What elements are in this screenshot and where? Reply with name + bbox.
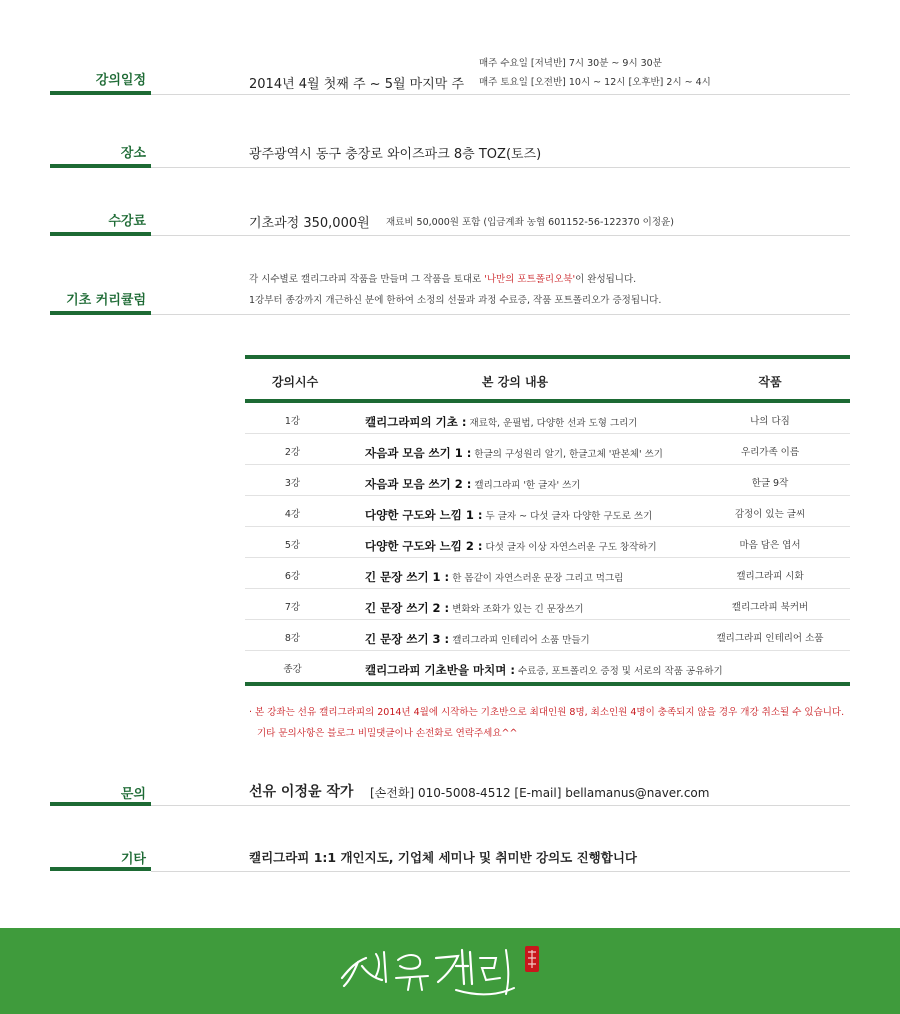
schedule-period: 2014년 4월 첫째 주 ~ 5월 마지막 주 <box>249 77 465 92</box>
contact-label: 문의 <box>120 787 146 802</box>
row-title: 캘리그라피 기초반을 마치며 : <box>365 663 515 677</box>
row-title: 다양한 구도와 느낌 2 : <box>365 539 483 553</box>
row-session: 1강 <box>284 416 301 427</box>
etc-label: 기타 <box>120 852 146 867</box>
header-work: 작품 <box>758 375 782 389</box>
etc-bar <box>50 867 151 871</box>
table-row <box>245 589 850 620</box>
row-work: 캘리그라피 시화 <box>736 571 804 582</box>
contact-bar <box>50 802 151 806</box>
row-desc: 두 글자 ~ 다섯 글자 다양한 구도로 쓰기 <box>482 511 653 522</box>
row-desc: 변화와 조화가 있는 긴 문장쓰기 <box>449 604 584 615</box>
row-title: 다양한 구도와 느낌 1 : <box>365 508 483 522</box>
row-work: 캘리그라피 인테리어 소품 <box>716 633 824 644</box>
row-work: 마음 담은 엽서 <box>739 540 801 551</box>
schedule-saturday: 매주 토요일 [오전반] 10시 ~ 12시 [오후반] 2시 ~ 4시 <box>479 77 711 88</box>
curriculum-line1 <box>249 271 636 285</box>
curriculum-table <box>245 355 850 686</box>
place-address: 광주광역시 동구 충장로 와이즈파크 8층 TOZ(토즈) <box>249 147 542 162</box>
fee-label: 수강료 <box>108 214 146 229</box>
header-session: 강의시수 <box>271 375 319 389</box>
row-desc: 수료증, 포트폴리오 증정 및 서로의 작품 공유하기 <box>514 666 723 677</box>
fee-detail: 재료비 50,000원 포함 (입금계좌 농협 601152-56-122370 이정윤) <box>386 217 674 228</box>
etc-divider <box>151 871 850 872</box>
row-work: 나의 다짐 <box>750 416 790 427</box>
portfolio-book-highlight: '나만의 포트폴리오북' <box>484 274 576 285</box>
table-row <box>245 558 850 589</box>
row-content <box>365 473 580 492</box>
row-title: 자음과 모음 쓰기 1 : <box>365 446 472 460</box>
row-session: 5강 <box>284 540 301 551</box>
row-title: 긴 문장 쓰기 2 : <box>365 601 450 615</box>
row-content <box>365 628 590 647</box>
fee-bar <box>50 232 151 236</box>
curriculum-label: 기초 커리큘럼 <box>66 293 146 308</box>
row-session: 7강 <box>284 602 301 613</box>
notice-line1: · 본 강좌는 선유 캘리그라피의 2014년 4월에 시작하는 기초반으로 최대인원 8명, 최소인원 4명이 충족되지 않을 경우 개강 취소될 수 있습니다. <box>249 707 845 718</box>
row-session: 2강 <box>284 447 301 458</box>
contact-phone-email: [손전화] 010-5008-4512 [E-mail] bellamanus@naver.com <box>370 786 710 800</box>
row-content <box>365 535 657 554</box>
place-label: 장소 <box>120 146 146 161</box>
row-session: 8강 <box>284 633 301 644</box>
schedule-divider <box>151 94 850 95</box>
fee-main: 기초과정 350,000원 <box>249 216 370 231</box>
row-work: 한글 9작 <box>751 478 789 489</box>
row-title: 긴 문장 쓰기 3 : <box>365 632 450 646</box>
row-session: 4강 <box>284 509 301 520</box>
row-content <box>365 597 584 616</box>
table-row <box>245 496 850 527</box>
table-row <box>245 651 850 682</box>
row-desc: 캘리그라피 인테리어 소품 만들기 <box>449 635 590 646</box>
contact-name: 선유 이정윤 작가 <box>249 784 354 800</box>
place-divider <box>151 167 850 168</box>
curriculum-line2: 1강부터 종강까지 개근하신 분에 한하여 소정의 선물과 과정 수료증, 작품 포트폴리오가 증정됩니다. <box>249 295 662 306</box>
header-content: 본 강의 내용 <box>481 375 549 389</box>
curriculum-line1-pre: 각 시수별로 캘리그라피 작품을 만들며 그 작품을 토대로 <box>249 274 485 285</box>
table-row <box>245 434 850 465</box>
row-work: 우리가족 이름 <box>740 447 800 458</box>
etc-text: 캘리그라피 1:1 개인지도, 기업체 세미나 및 취미반 강의도 진행합니다 <box>249 850 637 865</box>
curriculum-line1-post: 이 완성됩니다. <box>575 274 637 285</box>
row-content <box>365 659 723 678</box>
row-desc: 한 몸같이 자연스러운 문장 그리고 먹그림 <box>449 573 624 584</box>
schedule-bar <box>50 91 151 95</box>
notice-line2: 기타 문의사항은 블로그 비밀댓글이나 손전화로 연락주세요^^ <box>257 728 518 739</box>
row-session: 6강 <box>284 571 301 582</box>
row-desc: 한글의 구성원리 알기, 한글고체 '판본체' 쓰기 <box>471 449 663 460</box>
contact-divider <box>151 805 850 806</box>
row-desc: 다섯 글자 이상 자연스러운 구도 창작하기 <box>482 542 657 553</box>
row-title: 캘리그라피의 기초 : <box>365 415 467 429</box>
curriculum-divider <box>151 314 850 315</box>
schedule-label: 강의일정 <box>95 73 146 88</box>
row-content <box>365 566 623 585</box>
schedule-wednesday: 매주 수요일 [저녁반] 7시 30분 ~ 9시 30분 <box>479 58 662 69</box>
curriculum-bar <box>50 311 151 315</box>
row-title: 긴 문장 쓰기 1 : <box>365 570 450 584</box>
row-content <box>365 411 637 430</box>
table-bottom-rule <box>245 682 850 686</box>
row-title: 자음과 모음 쓰기 2 : <box>365 477 472 491</box>
table-row <box>245 527 850 558</box>
row-work: 감정이 있는 글씨 <box>734 509 806 520</box>
row-desc: 재료학, 운필법, 다양한 선과 도형 그리기 <box>466 418 638 429</box>
row-content <box>365 442 663 461</box>
row-desc: 캘리그라피 '한 글자' 쓰기 <box>471 480 581 491</box>
row-session: 종강 <box>283 664 302 675</box>
table-row <box>245 620 850 651</box>
table-header <box>245 359 850 399</box>
table-row <box>245 403 850 434</box>
row-work: 캘리그라피 북커버 <box>731 602 809 613</box>
place-bar <box>50 164 151 168</box>
table-row <box>245 465 850 496</box>
seonyu-calli-logo <box>336 938 546 1000</box>
notice-block <box>249 702 844 744</box>
row-session: 3강 <box>284 478 301 489</box>
fee-divider <box>151 235 850 236</box>
row-content <box>365 504 652 523</box>
